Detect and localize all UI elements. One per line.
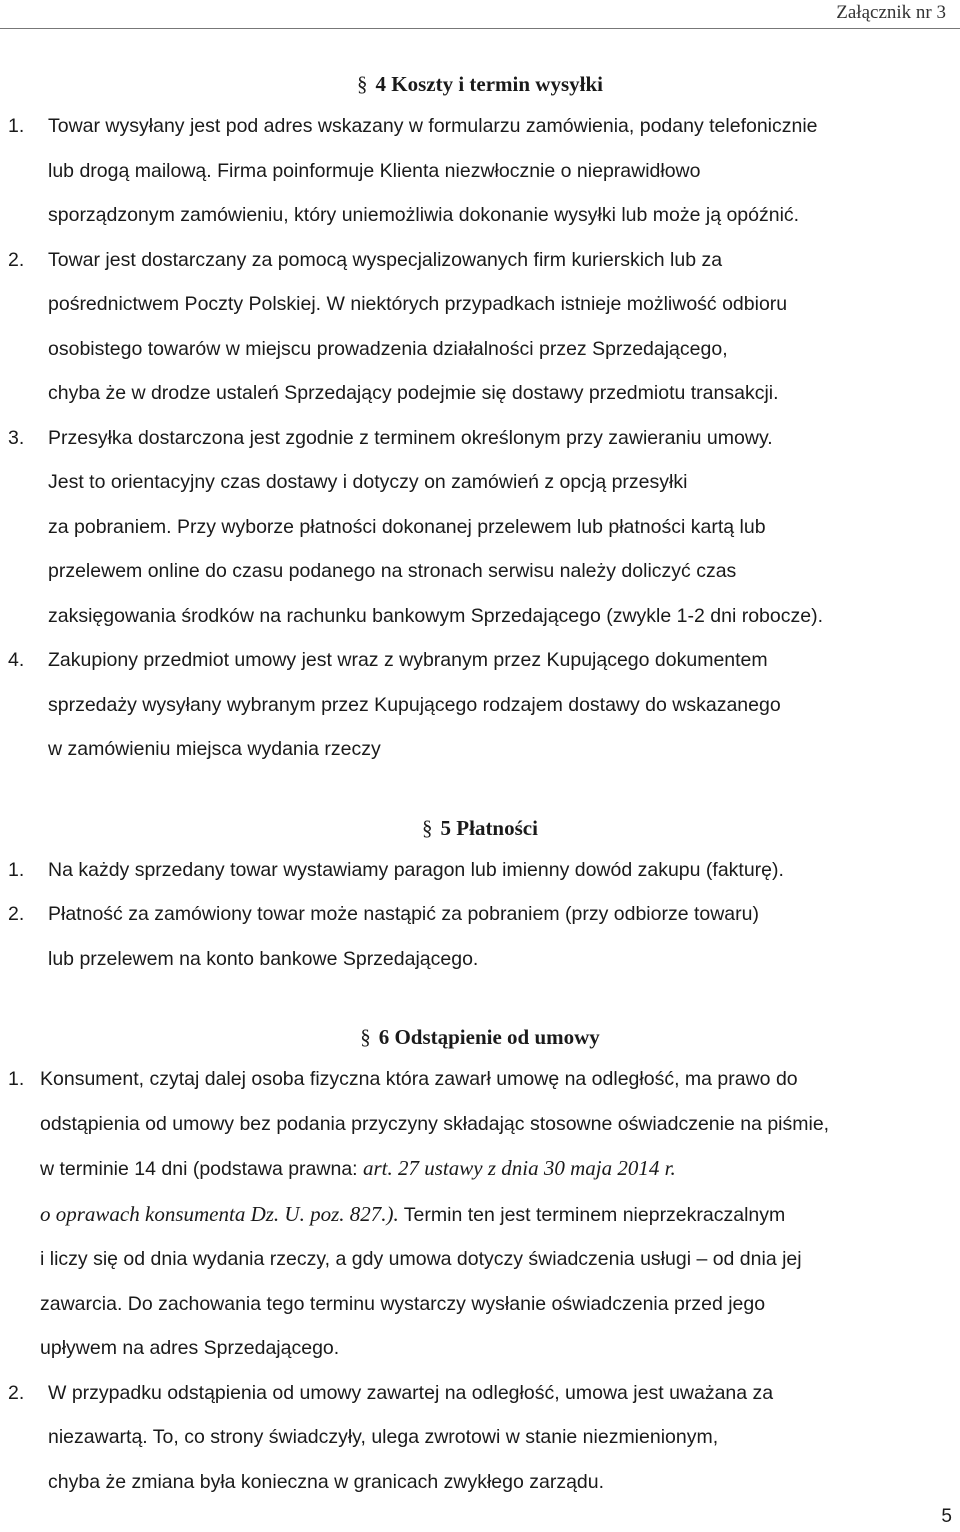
item-line: Towar jest dostarczany za pomocą wyspecjalizowanych firm kurierskich lub za bbox=[48, 248, 723, 271]
section-sign: § bbox=[422, 815, 433, 840]
item-number: 3. bbox=[8, 426, 25, 449]
item-line: Na każdy sprzedany towar wystawiamy paragon lub imienny dowód zakupu (fakturę). bbox=[48, 858, 784, 881]
section-5-list bbox=[0, 848, 960, 982]
section-sign: § bbox=[360, 1025, 371, 1049]
legal-citation: art. 27 ustawy z dnia 30 maja 2014 r. bbox=[363, 1156, 676, 1180]
list-item bbox=[0, 416, 960, 639]
item-number: 1. bbox=[8, 115, 25, 137]
item-line: sporządzonym zamówieniu, który uniemożliwia dokonanie wysyłki lub może ją opóźnić. bbox=[48, 204, 800, 226]
item-line: w zamówieniu miejsca wydania rzeczy bbox=[48, 738, 381, 760]
item-line: za pobraniem. Przy wyborze płatności dokonanej przelewem lub płatności kartą lub bbox=[48, 515, 766, 538]
item-line: i liczy się od dnia wydania rzeczy, a gdy umowa dotyczy świadczenia usługi – od dnia jej bbox=[40, 1248, 802, 1270]
list-item bbox=[0, 638, 960, 772]
legal-citation: o oprawach konsumenta Dz. U. poz. 827.). bbox=[40, 1201, 399, 1226]
list-item bbox=[0, 848, 960, 893]
item-line: Konsument, czytaj dalej osoba fizyczna która zawarł umowę na odległość, ma prawo do bbox=[40, 1068, 798, 1090]
list-item bbox=[0, 238, 960, 416]
item-line: upływem na adres Sprzedającego. bbox=[40, 1337, 340, 1359]
section-4-title: 4 Koszty i termin wysyłki bbox=[375, 72, 603, 96]
item-line: lub przelewem na konto bankowe Sprzedającego. bbox=[48, 947, 479, 970]
item-line: lub drogą mailową. Firma poinformuje Klienta niezwłocznie o nieprawidłowo bbox=[48, 159, 701, 182]
section-6-item-1 bbox=[0, 1057, 960, 1371]
section-6-item-2-wrap bbox=[0, 1371, 960, 1505]
item-number: 2. bbox=[8, 903, 25, 925]
item-line: niezawartą. To, co strony świadczyły, ulega zwrotowi w stanie niezmienionym, bbox=[48, 1426, 719, 1448]
item-line: zawarcia. Do zachowania tego terminu wystarczy wysłanie oświadczenia przed jego bbox=[40, 1292, 766, 1315]
section-sign: § bbox=[357, 72, 368, 96]
section-5-heading bbox=[0, 808, 960, 848]
item-line bbox=[40, 1146, 940, 1192]
item-number: 1. bbox=[8, 858, 25, 881]
line-text: w terminie 14 dni (podstawa prawna: bbox=[40, 1158, 363, 1180]
section-4-heading bbox=[0, 64, 960, 104]
item-line: przelewem online do czasu podanego na stronach serwisu należy doliczyć czas bbox=[48, 560, 737, 582]
section-6-title: 6 Odstąpienie od umowy bbox=[378, 1025, 600, 1049]
item-line bbox=[40, 1192, 940, 1238]
item-number: 2. bbox=[8, 1381, 25, 1404]
list-item bbox=[0, 104, 960, 238]
line-text: Termin ten jest terminem nieprzekraczalnym bbox=[398, 1203, 786, 1226]
item-line: chyba że w drodze ustaleń Sprzedający podejmie się dostawy przedmiotu transakcji. bbox=[48, 382, 779, 404]
item-line: Płatność za zamówiony towar może nastąpić za pobraniem (przy odbiorze towaru) bbox=[48, 903, 759, 925]
list-item bbox=[0, 892, 960, 981]
section-6-heading bbox=[0, 1017, 960, 1057]
item-line: Towar wysyłany jest pod adres wskazany w formularzu zamówienia, podany telefonicznie bbox=[48, 115, 818, 137]
item-line: zaksięgowania środków na rachunku bankowym Sprzedającego (zwykle 1-2 dni robocze). bbox=[48, 604, 823, 627]
page-header-attachment: Załącznik nr 3 bbox=[836, 2, 946, 23]
item-line: chyba że zmiana była konieczna w granicach zwykłego zarządu. bbox=[48, 1470, 605, 1493]
item-line: osobistego towarów w miejscu prowadzenia działalności przez Sprzedającego, bbox=[48, 337, 728, 360]
page-number: 5 bbox=[941, 1506, 952, 1527]
item-line: odstąpienia od umowy bez podania przyczyny składając stosowne oświadczenie na piśmie, bbox=[40, 1112, 830, 1135]
item-number: 1. bbox=[8, 1068, 25, 1090]
item-line: Przesyłka dostarczona jest zgodnie z terminem określonym przy zawieraniu umowy. bbox=[48, 426, 773, 449]
section-5-title: 5 Płatności bbox=[440, 815, 538, 840]
item-line: Zakupiony przedmiot umowy jest wraz z wybranym przez Kupującego dokumentem bbox=[48, 649, 768, 671]
header-divider bbox=[0, 28, 960, 29]
section-4-list bbox=[0, 104, 960, 772]
item-line: W przypadku odstąpienia od umowy zawartej na odległość, umowa jest uważana za bbox=[48, 1381, 774, 1404]
document-body bbox=[0, 64, 960, 1504]
item-number: 2. bbox=[8, 248, 25, 271]
item-line: pośrednictwem Poczty Polskiej. W niektórych przypadkach istnieje możliwość odbioru bbox=[48, 293, 788, 315]
item-number: 4. bbox=[8, 649, 25, 671]
item-line: sprzedaży wysyłany wybranym przez Kupującego rodzajem dostawy do wskazanego bbox=[48, 693, 781, 716]
item-line: Jest to orientacyjny czas dostawy i dotyczy on zamówień z opcją przesyłki bbox=[48, 471, 688, 493]
list-item bbox=[0, 1371, 960, 1505]
